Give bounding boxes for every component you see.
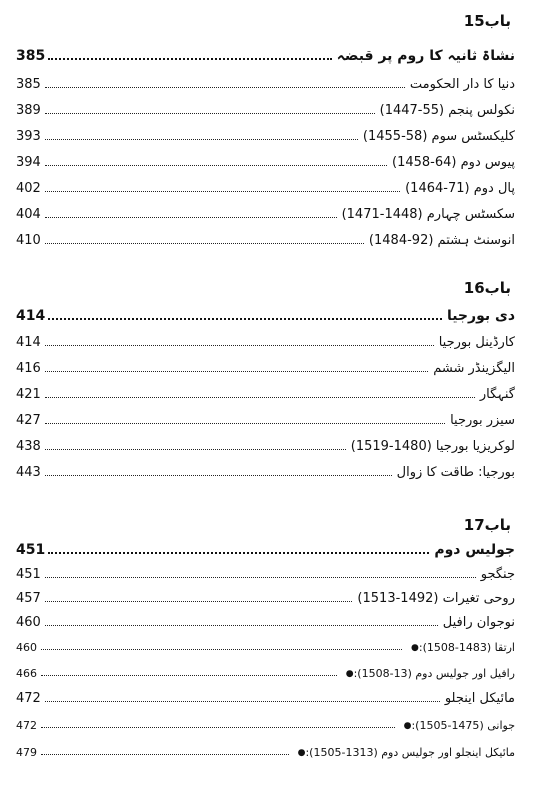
bullet-icon: ● bbox=[345, 668, 354, 679]
entry-page: 427 bbox=[16, 413, 41, 428]
dot-leader bbox=[45, 577, 476, 578]
toc-subentry bbox=[16, 634, 515, 654]
dot-leader bbox=[41, 754, 289, 755]
dot-leader bbox=[45, 87, 405, 88]
entry-page: 472 bbox=[16, 691, 41, 706]
entry-title: بورجیا: طاقت کا زوال bbox=[396, 465, 515, 480]
entry-page: 451 bbox=[16, 567, 41, 582]
entry-title: انوسنٹ ہشتم (92-1484) bbox=[368, 233, 515, 248]
toc-entry bbox=[16, 610, 515, 630]
toc-entry bbox=[16, 202, 515, 222]
entry-page: 438 bbox=[16, 439, 41, 454]
toc-subentry bbox=[16, 739, 515, 759]
dot-leader bbox=[45, 423, 445, 424]
dot-leader bbox=[45, 113, 375, 114]
dot-leader bbox=[45, 191, 400, 192]
dot-leader bbox=[41, 727, 395, 728]
chapter-17-label: باب17 bbox=[463, 516, 511, 534]
entry-title: کارڈینل بورجیا bbox=[438, 335, 515, 350]
dot-leader bbox=[41, 649, 402, 650]
entry-page: 410 bbox=[16, 233, 41, 248]
heading-title: جولیس دوم bbox=[434, 542, 515, 558]
dot-leader bbox=[45, 397, 475, 398]
dot-leader bbox=[45, 243, 364, 244]
entry-title bbox=[405, 641, 515, 654]
dot-leader bbox=[45, 625, 438, 626]
heading-page: 451 bbox=[16, 542, 46, 558]
entry-page: 385 bbox=[16, 77, 41, 92]
dot-leader bbox=[45, 345, 434, 346]
toc-entry bbox=[16, 72, 515, 92]
entry-title: مائیکل اینجلو bbox=[444, 691, 515, 706]
entry-page: 416 bbox=[16, 361, 41, 376]
chapter-15-label: باب15 bbox=[463, 12, 511, 30]
entry-page: 479 bbox=[16, 746, 37, 759]
chapter-16-label: باب16 bbox=[463, 279, 511, 297]
bullet-icon: ● bbox=[403, 720, 412, 731]
heading-page: 414 bbox=[16, 308, 46, 324]
dot-leader bbox=[48, 58, 331, 60]
entry-page: 402 bbox=[16, 181, 41, 196]
toc-entry bbox=[16, 356, 515, 376]
entry-page: 389 bbox=[16, 103, 41, 118]
toc-entry bbox=[16, 434, 515, 454]
entry-page: 404 bbox=[16, 207, 41, 222]
entry-title: الیگزینڈر ششم bbox=[433, 361, 515, 376]
entry-title: گنہگار bbox=[479, 387, 515, 402]
toc-subentry bbox=[16, 660, 515, 680]
bullet-icon: ● bbox=[411, 642, 419, 653]
entry-title: دنیا کا دار الحکومت bbox=[409, 77, 515, 92]
toc-entry bbox=[16, 330, 515, 350]
dot-leader bbox=[45, 701, 440, 702]
dot-leader bbox=[45, 165, 387, 166]
toc-entry bbox=[16, 586, 515, 606]
entry-title bbox=[340, 667, 515, 680]
entry-title: پال دوم (71-1464) bbox=[405, 181, 515, 196]
toc-entry bbox=[16, 228, 515, 248]
heading-title: دی بورجیا bbox=[446, 308, 515, 324]
dot-leader bbox=[48, 318, 442, 320]
subentry-text: ارتقا (1483-1508): bbox=[418, 641, 515, 654]
heading-page: 385 bbox=[16, 48, 46, 64]
subentry-text: جوانی (1475-1505): bbox=[411, 719, 515, 732]
toc-entry bbox=[16, 460, 515, 480]
toc-entry bbox=[16, 176, 515, 196]
chapter-15-heading bbox=[16, 44, 515, 64]
toc-entry bbox=[16, 150, 515, 170]
entry-title: کلیکسٹس سوم (58-1455) bbox=[362, 129, 515, 144]
toc-entry bbox=[16, 382, 515, 402]
toc-entry bbox=[16, 124, 515, 144]
toc-subentry bbox=[16, 712, 515, 732]
toc-entry bbox=[16, 686, 515, 706]
subentry-text: رافیل اور جولیس دوم (13-1508): bbox=[353, 667, 515, 680]
entry-page: 414 bbox=[16, 335, 41, 350]
dot-leader bbox=[45, 475, 392, 476]
dot-leader bbox=[45, 139, 358, 140]
entry-page: 443 bbox=[16, 465, 41, 480]
dot-leader bbox=[45, 217, 337, 218]
toc-entry bbox=[16, 98, 515, 118]
entry-title bbox=[398, 719, 515, 732]
subentry-text: مائیکل اینجلو اور جولیس دوم (1313-1505): bbox=[305, 746, 515, 759]
chapter-16-heading bbox=[16, 304, 515, 324]
dot-leader bbox=[48, 552, 429, 554]
entry-title: نوجوان رافیل bbox=[442, 615, 515, 630]
entry-page: 466 bbox=[16, 667, 37, 680]
dot-leader bbox=[41, 675, 337, 676]
entry-page: 457 bbox=[16, 591, 41, 606]
entry-title: پیوس دوم (64-1458) bbox=[392, 155, 515, 170]
dot-leader bbox=[45, 601, 352, 602]
chapter-17-heading bbox=[16, 538, 515, 558]
entry-title bbox=[292, 746, 515, 759]
dot-leader bbox=[45, 371, 428, 372]
entry-page: 394 bbox=[16, 155, 41, 170]
toc-entry bbox=[16, 408, 515, 428]
entry-title: لوکریزیا بورجیا (1480-1519) bbox=[350, 439, 515, 454]
entry-page: 472 bbox=[16, 719, 37, 732]
entry-title: نکولس پنجم (55-1447) bbox=[379, 103, 515, 118]
entry-title: روحی تغیرات (1492-1513) bbox=[357, 591, 515, 606]
heading-title: نشاۃ ثانیہ کا روم پر قبضہ bbox=[336, 48, 515, 64]
entry-page: 421 bbox=[16, 387, 41, 402]
entry-title: جنگجو bbox=[480, 567, 515, 582]
entry-page: 393 bbox=[16, 129, 41, 144]
dot-leader bbox=[45, 449, 346, 450]
bullet-icon: ● bbox=[297, 747, 306, 758]
entry-title: سیزر بورجیا bbox=[450, 413, 515, 428]
toc-entry bbox=[16, 562, 515, 582]
entry-page: 460 bbox=[16, 641, 37, 654]
entry-page: 460 bbox=[16, 615, 41, 630]
entry-title: سکسٹس چہارم (1448-1471) bbox=[341, 207, 515, 222]
